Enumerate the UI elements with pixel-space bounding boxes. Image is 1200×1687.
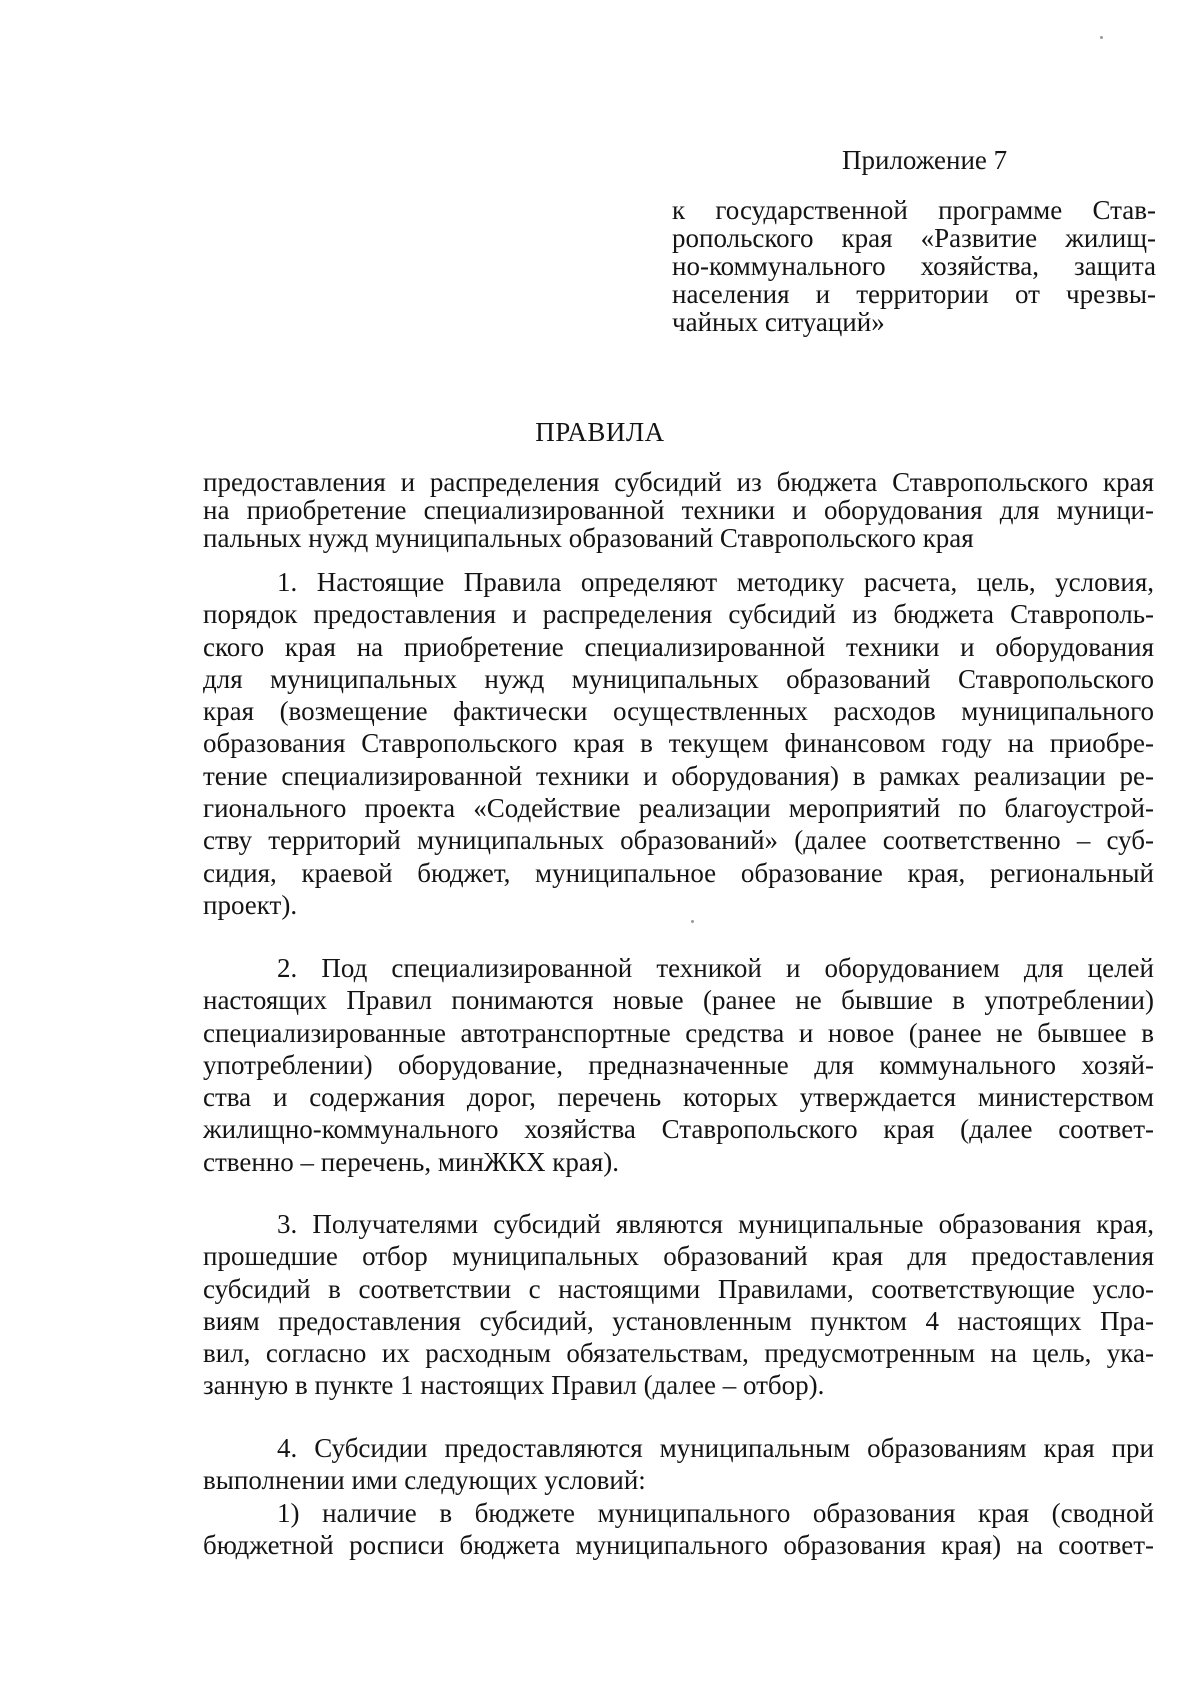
appendix-reference: [672, 196, 1156, 336]
paragraph-line: прошедшие отбор муниципальных образований края для предоставления: [203, 1241, 1154, 1272]
paragraph-line: 2. Под специализированной техникой и оборудованием для целей: [277, 953, 1154, 983]
appendix-reference-line: к государственной программе Став-: [672, 195, 1156, 225]
paragraph-line: проект).: [203, 889, 298, 920]
paragraph-line: сидия, краевой бюджет, муниципальное образование края, региональный: [203, 857, 1154, 888]
subtitle-line: на приобретение специализированной техники и оборудования для муници-: [203, 495, 1154, 525]
paragraph-line: ского края на приобретение специализированной техники и оборудования: [203, 631, 1154, 662]
paragraph-line: жилищно-коммунального хозяйства Ставропольского края (далее соответ-: [203, 1114, 1154, 1145]
document-heading: ПРАВИЛА: [535, 417, 665, 447]
document-subtitle: [203, 468, 1154, 552]
paragraph-line: занную в пункте 1 настоящих Правил (далее – отбор).: [203, 1370, 825, 1401]
paragraph-3: [203, 1208, 1154, 1402]
subtitle-line: предоставления и распределения субсидий из бюджета Ставропольского края: [203, 467, 1154, 497]
scan-speck: [691, 920, 694, 923]
paragraph-line: тение специализированной техники и оборудования) в рамках реализации ре-: [203, 760, 1154, 791]
paragraph-line: 1. Настоящие Правила определяют методику расчета, цель, условия,: [277, 567, 1154, 597]
subtitle-line: пальных нужд муниципальных образований Ставропольского края: [203, 523, 974, 553]
paragraph-line: для муниципальных нужд муниципальных образований Ставропольского: [203, 663, 1154, 694]
appendix-reference-line: чайных ситуаций»: [672, 307, 885, 337]
paragraph-line: специализированные автотранспортные средства и новое (ранее не бывшее в: [203, 1017, 1154, 1048]
appendix-reference-line: но-коммунального хозяйства, защита: [672, 251, 1156, 281]
paragraph-4: [203, 1432, 1154, 1497]
paragraph-line: ства и содержания дорог, перечень которых утверждается министерством: [203, 1082, 1154, 1113]
appendix-reference-line: населения и территории от чрезвы-: [672, 279, 1156, 309]
paragraph-1: [203, 566, 1154, 921]
paragraph-line: порядок предоставления и распределения субсидий из бюджета Ставрополь-: [203, 599, 1154, 630]
appendix-title: Приложение 7: [842, 145, 1008, 175]
paragraph-line: 3. Получателями субсидий являются муниципальные образования края,: [277, 1209, 1154, 1239]
paragraph-line: образования Ставропольского края в текущем финансовом году на приобре-: [203, 728, 1154, 759]
paragraph-4-subitem-1: [203, 1497, 1154, 1562]
paragraph-line: гионального проекта «Содействие реализации мероприятий по благоустрой-: [203, 793, 1154, 824]
paragraph-line: виям предоставления субсидий, установленным пунктом 4 настоящих Пра-: [203, 1305, 1154, 1336]
paragraph-line: настоящих Правил понимаются новые (ранее не бывшие в употреблении): [203, 985, 1154, 1016]
paragraph-line: вил, согласно их расходным обязательствам, предусмотренным на цель, ука-: [203, 1338, 1154, 1369]
paragraph-line: 1) наличие в бюджете муниципального образования края (сводной: [277, 1498, 1154, 1528]
paragraph-line: края (возмещение фактически осуществленных расходов муниципального: [203, 696, 1154, 727]
paragraph-line: субсидий в соответствии с настоящими Правилами, соответствующие усло-: [203, 1273, 1154, 1304]
paragraph-2: [203, 952, 1154, 1178]
paragraph-line: выполнении ими следующих условий:: [203, 1465, 646, 1496]
paragraph-line: ству территорий муниципальных образований» (далее соответственно – суб-: [203, 825, 1154, 856]
paragraph-line: 4. Субсидии предоставляются муниципальным образованиям края при: [277, 1433, 1154, 1463]
paragraph-line: ственно – перечень, минЖКХ края).: [203, 1146, 620, 1177]
appendix-reference-line: ропольского края «Развитие жилищ-: [672, 223, 1156, 253]
paragraph-line: употреблении) оборудование, предназначенные для коммунального хозяй-: [203, 1049, 1154, 1080]
paragraph-line: бюджетной росписи бюджета муниципального образования края) на соответ-: [203, 1530, 1154, 1561]
scan-speck: [1100, 36, 1103, 39]
